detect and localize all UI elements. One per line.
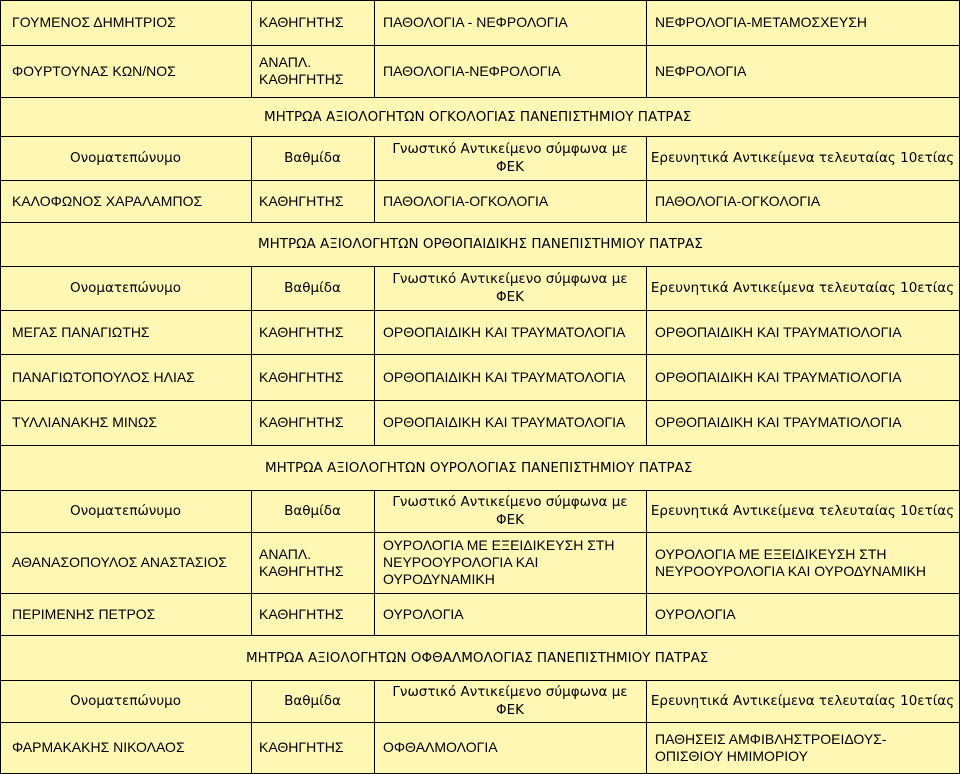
evaluator-name: ΤΥΛΛΙΑΝΑΚΗΣ ΜΙΝΩΣ <box>12 414 158 430</box>
column-header-name: Ονοματεπώνυμο <box>70 280 181 296</box>
column-header-research: Ερευνητικά Αντικείμενα τελευταίας 10ετίας <box>650 280 955 296</box>
column-header-field <box>374 680 646 722</box>
column-header-rank: Βαθμίδα <box>284 280 341 296</box>
column-header-name: Ονοματεπώνυμο <box>70 150 181 166</box>
header-line: Γνωστικό Αντικείμενο σύμφωνα με <box>392 141 628 157</box>
column-header-research: Ερευνητικά Αντικείμενα τελευταίας 10ετίας <box>650 503 955 519</box>
header-line: ΦΕΚ <box>495 159 524 175</box>
evaluator-rank: ΚΑΘΗΓΗΤΗΣ <box>259 192 344 209</box>
evaluator-research: ΟΡΘΟΠΑΙΔΙΚΗ ΚΑΙ ΤΡΑΥΜΑΤΙΟΛΟΓΙΑ <box>655 323 902 340</box>
column-header-rank: Βαθμίδα <box>284 150 341 166</box>
evaluator-rank: ΚΑΘΗΓΗΤΗΣ <box>259 605 344 622</box>
column-header-rank: Βαθμίδα <box>284 503 341 519</box>
evaluator-field: ΠΑΘΟΛΟΓΙΑ - ΝΕΦΡΟΛΟΓΙΑ <box>383 14 568 30</box>
column-header-field <box>374 136 646 180</box>
evaluator-research: ΝΕΦΡΟΛΟΓΙΑ-ΜΕΤΑΜΟΣΧΕΥΣΗ <box>655 14 867 30</box>
header-line: ΦΕΚ <box>495 702 524 718</box>
evaluator-rank <box>259 532 344 593</box>
rank-line: ΚΑΘΗΓΗΤΗΣ <box>259 71 344 87</box>
evaluator-name: ΑΘΑΝΑΣΟΠΟΥΛΟΣ ΑΝΑΣΤΑΣΙΟΣ <box>12 554 227 570</box>
evaluator-name: ΠΑΝΑΓΙΩΤΟΠΟΥΛΟΣ ΗΛΙΑΣ <box>12 368 195 385</box>
evaluator-name: ΠΕΡΙΜΕΝΗΣ ΠΕΤΡΟΣ <box>12 605 156 622</box>
grid-line <box>251 0 252 97</box>
evaluator-field: ΠΑΘΟΛΟΓΙΑ-ΝΕΦΡΟΛΟΓΙΑ <box>383 62 561 79</box>
rank-line: ΚΑΘΗΓΗΤΗΣ <box>259 562 344 579</box>
header-line: Γνωστικό Αντικείμενο σύμφωνα με <box>392 494 628 510</box>
research-line: ΟΠΙΣΘΙΟΥ ΗΜΙΜΟΡΙΟΥ <box>655 747 808 764</box>
evaluator-rank: ΚΑΘΗΓΗΤΗΣ <box>259 414 344 430</box>
column-header-research: Ερευνητικά Αντικείμενα τελευταίας 10ετίας <box>650 693 955 709</box>
evaluator-rank: ΚΑΘΗΓΗΤΗΣ <box>259 739 344 755</box>
header-line: Γνωστικό Αντικείμενο σύμφωνα με <box>392 684 628 700</box>
grid-line <box>374 0 375 97</box>
grid-line <box>0 0 1 774</box>
research-line: ΟΥΡΟΛΟΓΙΑ ΜΕ ΕΞΕΙΔΙΚΕΥΣΗ ΣΤΗ <box>655 545 887 562</box>
evaluator-rank: ΚΑΘΗΓΗΤΗΣ <box>259 323 344 340</box>
field-line: ΟΥΡΟΛΟΓΙΑ ΜΕ ΕΞΕΙΔΙΚΕΥΣΗ ΣΤΗ <box>383 537 615 553</box>
rank-line: ΑΝΑΠΛ. <box>259 545 312 562</box>
evaluator-field: ΠΑΘΟΛΟΓΙΑ-ΟΓΚΟΛΟΓΙΑ <box>383 192 549 209</box>
column-header-research: Ερευνητικά Αντικείμενα τελευταίας 10ετίας <box>650 150 955 166</box>
header-line: Γνωστικό Αντικείμενο σύμφωνα με <box>392 271 628 287</box>
field-line: ΝΕΥΡΟΟΥΡΟΛΟΓΙΑ ΚΑΙ <box>383 554 539 570</box>
evaluator-research: ΝΕΦΡΟΛΟΓΙΑ <box>655 62 747 79</box>
grid-line <box>646 0 647 97</box>
section-title-orthopedics: ΜΗΤΡΩΑ ΑΞΙΟΛΟΓΗΤΩΝ ΟΡΘΟΠΑΙΔΙΚΗΣ ΠΑΝΕΠΙΣΤΗΜΙΟΥ ΠΑΤΡΑΣ <box>258 236 703 252</box>
evaluator-research: ΟΡΘΟΠΑΙΔΙΚΗ ΚΑΙ ΤΡΑΥΜΑΤΙΟΛΟΓΙΑ <box>655 414 902 430</box>
section-title-urology: ΜΗΤΡΩΑ ΑΞΙΟΛΟΓΗΤΩΝ ΟΥΡΟΛΟΓΙΑΣ ΠΑΝΕΠΙΣΤΗΜΙΟΥ ΠΑΤΡΑΣ <box>265 459 693 476</box>
evaluator-name: ΦΑΡΜΑΚΑΚΗΣ ΝΙΚΟΛΑΟΣ <box>12 739 185 755</box>
evaluator-research <box>655 722 886 773</box>
column-header-field <box>374 490 646 532</box>
column-header-field <box>374 266 646 310</box>
research-line: ΝΕΥΡΟΟΥΡΟΛΟΓΙΑ ΚΑΙ ΟΥΡΟΔΥΝΑΜΙΚΗ <box>655 562 927 579</box>
evaluator-name: ΚΑΛΟΦΩΝΟΣ ΧΑΡΑΛΑΜΠΟΣ <box>12 192 203 209</box>
evaluator-research: ΟΥΡΟΛΟΓΙΑ <box>655 605 736 622</box>
evaluator-name: ΦΟΥΡΤΟΥΝΑΣ ΚΩΝ/ΝΟΣ <box>12 62 176 79</box>
evaluator-field: ΟΥΡΟΛΟΓΙΑ <box>383 605 464 622</box>
section-title-ophthalmology: ΜΗΤΡΩΑ ΑΞΙΟΛΟΓΗΤΩΝ ΟΦΘΑΛΜΟΛΟΓΙΑΣ ΠΑΝΕΠΙΣΤΗΜΙΟΥ ΠΑΤΡΑΣ <box>246 649 709 666</box>
evaluator-research: ΟΡΘΟΠΑΙΔΙΚΗ ΚΑΙ ΤΡΑΥΜΑΤΙΟΛΟΓΙΑ <box>655 368 902 385</box>
section-title-oncology: ΜΗΤΡΩΑ ΑΞΙΟΛΟΓΗΤΩΝ ΟΓΚΟΛΟΓΙΑΣ ΠΑΝΕΠΙΣΤΗΜΙΟΥ ΠΑΤΡΑΣ <box>264 108 692 125</box>
evaluator-research: ΠΑΘΟΛΟΓΙΑ-ΟΓΚΟΛΟΓΙΑ <box>655 192 821 209</box>
research-line: ΠΑΘΗΣΕΙΣ ΑΜΦΙΒΛΗΣΤΡΟΕΙΔΟΥΣ- <box>655 730 887 747</box>
header-line: ΦΕΚ <box>495 512 524 528</box>
evaluator-field: ΟΦΘΑΛΜΟΛΟΓΙΑ <box>383 739 498 755</box>
evaluator-rank <box>259 45 344 97</box>
evaluator-name: ΓΟΥΜΕΝΟΣ ΔΗΜΗΤΡΙΟΣ <box>12 14 176 30</box>
evaluator-research <box>655 532 926 593</box>
evaluator-rank: ΚΑΘΗΓΗΤΗΣ <box>259 14 344 30</box>
evaluator-field: ΟΡΘΟΠΑΙΔΙΚΗ ΚΑΙ ΤΡΑΥΜΑΤΟΛΟΓΙΑ <box>383 368 626 385</box>
evaluator-field: ΟΡΘΟΠΑΙΔΙΚΗ ΚΑΙ ΤΡΑΥΜΑΤΟΛΟΓΙΑ <box>383 414 626 430</box>
evaluator-rank: ΚΑΘΗΓΗΤΗΣ <box>259 368 344 385</box>
evaluator-name: ΜΕΓΑΣ ΠΑΝΑΓΙΩΤΗΣ <box>12 323 150 340</box>
column-header-rank: Βαθμίδα <box>284 693 341 709</box>
header-line: ΦΕΚ <box>495 289 524 305</box>
evaluator-field <box>383 532 615 593</box>
rank-line: ΑΝΑΠΛ. <box>259 54 312 70</box>
column-header-name: Ονοματεπώνυμο <box>70 503 181 519</box>
column-header-name: Ονοματεπώνυμο <box>70 693 181 709</box>
field-line: ΟΥΡΟΔΥΝΑΜΙΚΗ <box>383 571 495 587</box>
evaluator-field: ΟΡΘΟΠΑΙΔΙΚΗ ΚΑΙ ΤΡΑΥΜΑΤΟΛΟΓΙΑ <box>383 323 626 340</box>
